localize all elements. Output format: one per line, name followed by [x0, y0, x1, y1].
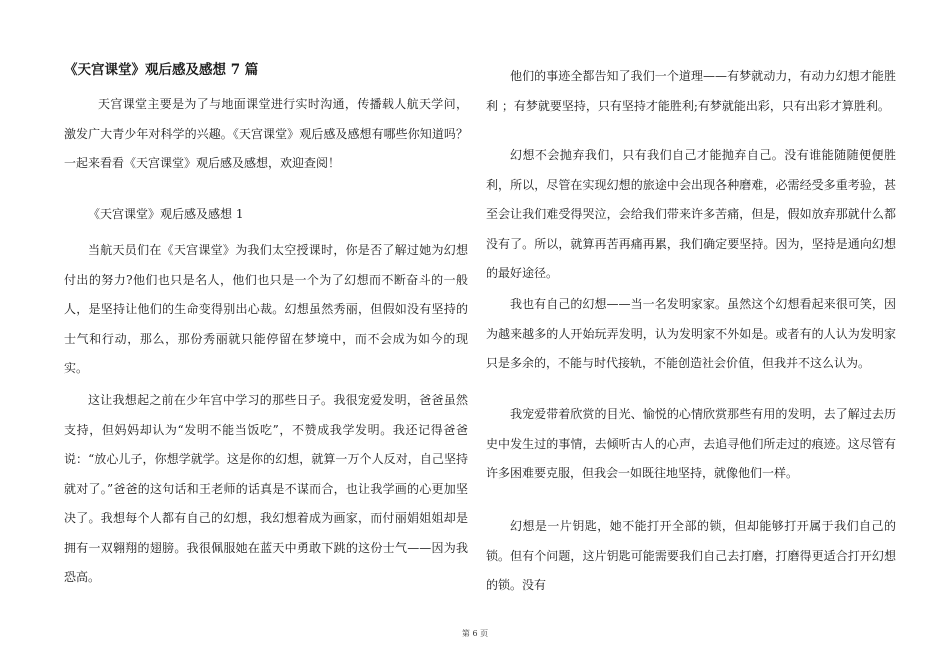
left-paragraph-2: 这让我想起之前在少年宫中学习的那些日子。我很宠爱发明，爸爸虽然支持，但妈妈却认为“发明不能当饭吃”，不赞成我学发明。我还记得爸爸说：“放心儿子，你想学就学。这是你的幻想，就算一万个人反对，自己坚持就对了。”爸爸的这句话和王老师的话真是不谋而合，也让我学画的心更加坚决了。我想每个人都有自己的幻想，我幻想着成为画家，而付丽娟姐姐却是拥有一双翱翔的翅膀。我很佩服她在蓝天中勇敢下跳的这份士气——因为我恐高。 [64, 393, 468, 584]
right-paragraph-1: 他们的事迹全都告知了我们一个道理——有梦就动力，有动力幻想才能胜利 ；有梦就要坚持，只有坚持才能胜利;有梦就能出彩，只有出彩才算胜利。 [486, 69, 896, 113]
right-paragraph-3: 我也有自己的幻想——当一名发明家家。虽然这个幻想看起来很可笑，因为越来越多的人开始玩弄发明，认为发明家不外如是。或者有的人认为发明家只是多余的，不能与时代接轨，不能创造社会价值，但我并不这么认为。 [486, 297, 896, 370]
right-paragraph-5: 幻想是一片钥匙，她不能打开全部的锁，但却能够打开属于我们自己的锁。但有个问题，这片钥匙可能需要我们自己去打磨，打磨得更适合打开幻想的锁。没有 [486, 519, 896, 592]
document-title: 《天宫课堂》观后感及感想 7 篇 [64, 62, 259, 78]
right-paragraph-4: 我宠爱带着欣赏的目光、愉悦的心情欣赏那些有用的发明，去了解过去历史中发生过的事情，去倾听古人的心声，去追寻他们所走过的痕迹。这尽管有许多困难要克服，但我会一如既往地坚持，就像他们一样。 [486, 407, 896, 480]
intro-paragraph: 天宫课堂主要是为了与地面课堂进行实时沟通，传播载人航天学问，激发广大青少年对科学的兴趣。《天宫课堂》观后感及感想有哪些你知道吗？一起来看看《天宫课堂》观后感及感想，欢迎查阅！ [64, 97, 468, 170]
left-paragraph-1: 当航天员们在《天宫课堂》为我们太空授课时，你是否了解过她为幻想付出的努力?他们也只是名人，他们也只是一个为了幻想而不断奋斗的一般人，是坚持让他们的生命变得别出心裁。幻想虽然秀丽，但假如没有坚持的士气和行动，那么，那份秀丽就只能停留在梦境中，而不会成为如今的现实。 [64, 243, 468, 375]
page-number: 第 6 页 [461, 629, 489, 638]
section-heading: 《天宫课堂》观后感及感想 1 [88, 207, 244, 221]
right-paragraph-2: 幻想不会抛弃我们，只有我们自己才能抛弃自己。没有谁能随随便便胜利，所以，尽管在实现幻想的旅途中会出现各种磨难，必需经受多重考验，甚至会让我们难受得哭泣，会给我们带来许多苦痛，但是，假如放弃那就什么都没有了。所以，就算再苦再痛再累，我们确定要坚持。因为，坚持是通向幻想的最好途径。 [486, 148, 896, 280]
